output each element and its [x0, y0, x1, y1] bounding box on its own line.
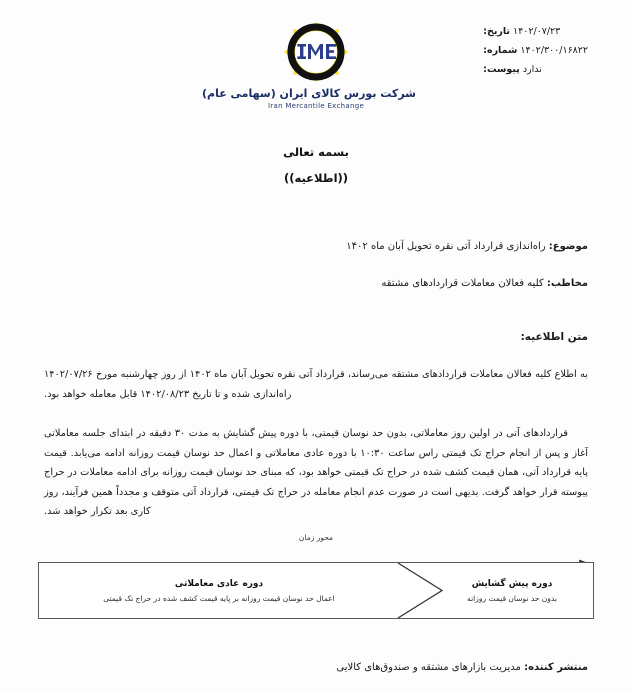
timeline-axis-arrow-icon	[40, 553, 590, 562]
segment-normal-session-title: دوره عادی معاملاتی	[174, 578, 264, 589]
segment-pre-opening-title: دوره پیش گشایش	[471, 578, 553, 589]
subject-line	[44, 238, 588, 255]
timeline-axis-label: محور زمان	[298, 533, 334, 542]
timeline-segment-normal-session	[45, 563, 393, 618]
timeline-segment-pre-opening	[431, 563, 593, 618]
segment-normal-session-subtitle: اعمال حد نوسان قیمت روزانه بر پایه قیمت کشف شده در حراج تک قیمتی	[103, 593, 335, 603]
meta-row-attachment	[483, 60, 588, 79]
company-logo	[201, 22, 416, 110]
announcement-paragraph-1: به اطلاع کلیه فعالان معاملات قراردادهای مشتقه می‌رساند، قرارداد آتی نقره تحویل آبان ماه ۱۴۰۲ از روز چهارشنبه مورخ ۱۴۰۲/۰۷/۲۶ راه‌اندازی شده و تا تاریخ ۱۴۰۲/۰۸/۲۳ قابل معامله خواهد بود.	[44, 369, 588, 400]
trading-session-timeline	[38, 533, 594, 625]
meta-attachment-value: ندارد	[522, 64, 542, 75]
audience-line	[44, 275, 588, 292]
segment-pre-opening-subtitle: بدون حد نوسان قیمت روزانه	[467, 593, 557, 603]
publisher-line	[44, 662, 588, 673]
company-name-fa: شرکت بورس کالای ایران (سهامی عام)	[201, 87, 416, 100]
meta-number-value: ۱۴۰۲/۳۰۰/۱۶۸۲۲	[520, 45, 588, 56]
document-header	[0, 0, 632, 135]
audience-value: کلیه فعالان معاملات قراردادهای مشتقه	[381, 278, 544, 289]
meta-date-label: تاریخ:	[483, 26, 510, 37]
announcement-body-heading: متن اطلاعیه:	[520, 331, 588, 343]
publisher-value: مدیریت بازارهای مشتقه و صندوق‌های کالایی	[336, 662, 521, 673]
meta-attachment-label: پیوست:	[483, 64, 520, 75]
meta-row-date	[483, 22, 588, 41]
meta-number-label: شماره:	[483, 45, 518, 56]
audience-label: مخاطب:	[546, 278, 588, 289]
meta-row-number	[483, 41, 588, 60]
ime-logo-icon	[284, 22, 348, 82]
publisher-label: منتشر کننده:	[524, 662, 588, 673]
subject-value: راه‌اندازی قرارداد آتی نقره تحویل آبان ماه ۱۴۰۲	[346, 241, 546, 252]
meta-date-value: ۱۴۰۲/۰۷/۲۳	[513, 26, 561, 37]
subject-label: موضوع:	[548, 241, 588, 252]
notice-title: ((اطلاعیه))	[283, 171, 349, 185]
header-meta-block	[483, 22, 588, 79]
company-name-en: Iran Mercantile Exchange	[267, 102, 365, 110]
basmala-title: بسمه تعالی	[283, 145, 349, 159]
timeline-bar	[38, 562, 594, 619]
announcement-paragraph-2: قراردادهای آتی در اولین روز معاملاتی، بدون حد نوسان قیمتی، با دوره پیش گشایش به مدت ۳۰ دقیقه در ابتدای جلسه معاملاتی آغاز و پس از انجام حراج تک قیمتی راس ساعت ۱۰:۳۰ با دوره عادی معاملاتی و اعمال حد نوسان قیمت روزانه ادامه می‌یابد. قیمت پایه قرارداد آتی، همان قیمت کشف شده در حراج تک قیمتی خواهد بود، که مبنای حد نوسان قیمت روزانه برای ادامه معاملات در حراج پیوسته قرار خواهد گرفت. بدیهی است در صورت عدم انجام معامله در حراج تک قیمتی، قرارداد آتی متوقف و مجدداً همین فرآیند، روز کاری بعد تکرار خواهد شد.	[44, 428, 588, 517]
